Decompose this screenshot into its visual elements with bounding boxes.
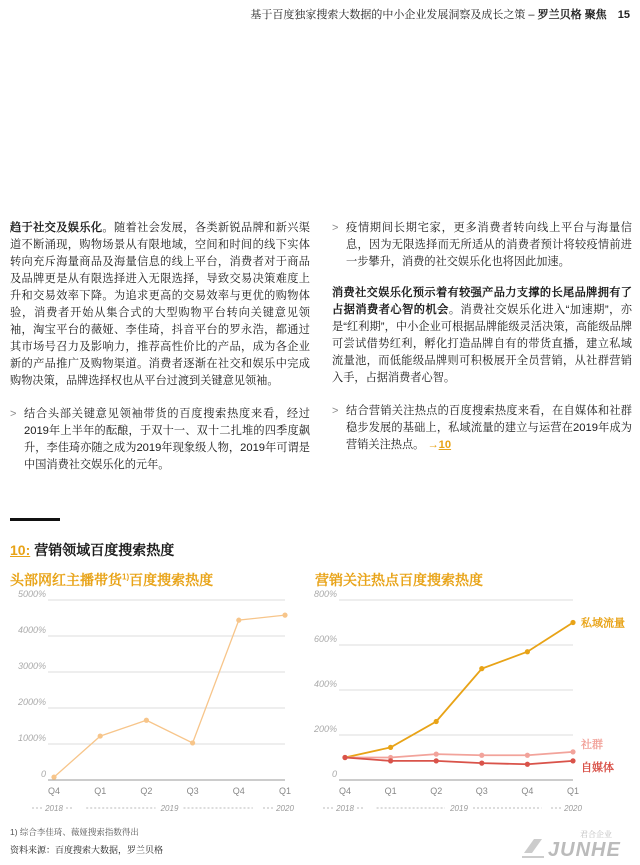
y-tick-label: 5000% bbox=[17, 589, 46, 599]
x-tick-label: Q1 bbox=[566, 786, 580, 796]
x-tick-label: Q1 bbox=[278, 786, 292, 796]
page-number: 15 bbox=[617, 9, 630, 21]
x-tick-label: Q3 bbox=[186, 786, 199, 796]
data-point bbox=[525, 649, 530, 654]
chart-1-title bbox=[10, 570, 213, 590]
figure-title-text: 营销领域百度搜索热度 bbox=[34, 542, 175, 558]
data-point bbox=[98, 733, 103, 738]
x-tick-label: Q1 bbox=[384, 786, 397, 796]
right-paragraph-lead: 消费社交娱乐化预示着有较强产品力支撑的长尾品牌拥有了占据消费者心智的机会 bbox=[332, 287, 632, 316]
data-point bbox=[388, 758, 393, 763]
data-point bbox=[479, 761, 484, 766]
figure-ref-link[interactable]: 10 bbox=[438, 439, 452, 451]
data-point bbox=[236, 618, 241, 623]
logo-mark-icon bbox=[520, 835, 546, 859]
data-point bbox=[525, 762, 530, 767]
chart-2-title: 营销关注热点百度搜索热度 bbox=[315, 572, 483, 588]
series-label: 自媒体 bbox=[581, 761, 614, 774]
watermark-logo bbox=[520, 830, 630, 861]
y-tick-label: 600% bbox=[313, 634, 337, 644]
data-point bbox=[434, 752, 439, 757]
right-bullet-2-body: 结合营销关注热点的百度搜索热度来看，在自媒体和社群稳步发展的基础上，私域流量的建立与运营在2019年成为营销关注热点。 bbox=[346, 405, 632, 451]
y-tick-label: 800% bbox=[313, 589, 337, 599]
y-tick-label: 1000% bbox=[17, 733, 46, 743]
right-bullet-1-text: 疫情期间长期宅家，更多消费者转向线上平台与海量信息，因为无限选择而无所适从的消费者预计将较疫情前进一步攀升，消费的社交娱乐化也将因此加速。 bbox=[346, 222, 632, 268]
y-tick-label: 0 bbox=[40, 769, 46, 779]
chart-1-title-suffix: 百度搜索热度 bbox=[129, 572, 214, 588]
year-label: 2019 bbox=[160, 804, 179, 813]
y-tick-label: 2000% bbox=[17, 697, 46, 707]
x-tick-label: Q4 bbox=[47, 786, 61, 796]
x-tick-label: Q4 bbox=[521, 786, 534, 796]
series-label: 私域流量 bbox=[581, 617, 625, 630]
page-header bbox=[160, 6, 630, 22]
year-label: 2018 bbox=[336, 804, 354, 813]
y-tick-label: 3000% bbox=[17, 661, 46, 671]
right-bullet-2-text bbox=[346, 403, 632, 454]
data-point bbox=[570, 749, 575, 754]
year-label: 2020 bbox=[276, 804, 294, 813]
year-label: 2018 bbox=[45, 804, 63, 813]
data-point bbox=[388, 745, 393, 750]
right-paragraph-body: 。消费社交娱乐化进入“加速期”，亦是“红利期”，中小企业可根据品牌能级灵活决策，高能级品牌可尝试借势红利，孵化打造品牌自有的带货直播，建立私域流量池，而低能级品牌则可积极展开全员营销，从社群营销入手，占据消费者心智。 bbox=[332, 304, 632, 384]
header-title: 基于百度独家搜索大数据的中小企业发展洞察及成长之策 – bbox=[250, 9, 535, 21]
left-column bbox=[10, 220, 310, 474]
logo-small-text: 君合企业 bbox=[580, 830, 612, 839]
section-divider bbox=[10, 518, 60, 521]
chart-2-svg bbox=[315, 590, 630, 815]
data-point bbox=[51, 775, 56, 780]
left-paragraph-body: 。随着社会发展，各类新锐品牌和新兴渠道不断涌现，购物场景从有限地域，空间和时间的线下实体转向充斥海量商品及海量信息的线上平台，消费者对于商品及品牌更是从有限选择进入无限选择，导致交易决策难度上升和交易效率下降。为追求更高的交易效率与更优的购物体验，消费者开始从集合式的大型购物平台转向关键意见领袖，淘宝平台的薇娅、李佳琦，抖音平台的罗永浩，都通过其市场号召力及影响力，推荐高性价比的产品，成为各企业新的产品推广及购物渠道。消费者逐渐在社交和娱乐中完成购物决策，品牌选择权也从平台过渡到关键意见领袖。 bbox=[10, 222, 310, 387]
data-point bbox=[525, 753, 530, 758]
x-tick-label: Q4 bbox=[232, 786, 245, 796]
year-label: 2019 bbox=[450, 804, 468, 813]
right-bullet-2 bbox=[332, 403, 632, 454]
series-label: 社群 bbox=[581, 738, 603, 751]
data-point bbox=[282, 613, 287, 618]
series-line bbox=[345, 752, 573, 758]
left-bullet bbox=[10, 406, 310, 474]
figure-ref-arrow-icon: → bbox=[427, 439, 439, 451]
data-point bbox=[570, 758, 575, 763]
y-tick-label: 4000% bbox=[17, 625, 46, 635]
figure-number: 10: bbox=[10, 542, 31, 558]
chart-1-svg bbox=[10, 590, 305, 815]
data-point bbox=[434, 719, 439, 724]
right-bullet-1 bbox=[332, 220, 632, 271]
data-point bbox=[342, 755, 347, 760]
right-column bbox=[332, 220, 632, 454]
x-tick-label: Q4 bbox=[338, 786, 352, 796]
chart-1-title-main: 头部网红主播带货 bbox=[10, 572, 122, 588]
header-brand: 罗兰贝格 bbox=[537, 9, 582, 21]
y-tick-label: 400% bbox=[313, 679, 337, 689]
data-point bbox=[144, 718, 149, 723]
figure-title bbox=[10, 540, 174, 560]
bullet-arrow-icon: > bbox=[10, 408, 17, 420]
data-point bbox=[190, 740, 195, 745]
x-tick-label: Q2 bbox=[140, 786, 153, 796]
data-point bbox=[434, 758, 439, 763]
bullet-arrow-icon: > bbox=[332, 405, 339, 417]
x-tick-label: Q1 bbox=[94, 786, 107, 796]
chart-1-title-sup: 1) bbox=[122, 572, 130, 582]
series-line bbox=[345, 758, 573, 765]
right-paragraph bbox=[332, 285, 632, 387]
source-note: 资料来源：百度搜索大数据，罗兰贝格 bbox=[10, 845, 164, 855]
data-point bbox=[570, 620, 575, 625]
logo-word: JUNHE bbox=[548, 839, 621, 861]
series-line bbox=[54, 615, 285, 777]
left-paragraph-lead: 趋于社交及娱乐化 bbox=[10, 222, 103, 234]
x-tick-label: Q2 bbox=[430, 786, 443, 796]
left-bullet-text: 结合头部关键意见领袖带货的百度搜索热度来看，经过2019年上半年的酝酿，于双十一、双十二扎堆的四季度飙升，李佳琦亦随之成为2019年现象级人物，2019年可谓是中国消费社交娱乐化的元年。 bbox=[24, 408, 310, 471]
header-section: 聚焦 bbox=[584, 9, 607, 21]
x-tick-label: Q3 bbox=[475, 786, 488, 796]
left-paragraph bbox=[10, 220, 310, 390]
y-tick-label: 0 bbox=[331, 769, 337, 779]
data-point bbox=[479, 666, 484, 671]
footnote: 1) 综合李佳琦、薇娅搜索指数得出 bbox=[10, 827, 139, 837]
y-tick-label: 200% bbox=[313, 724, 337, 734]
data-point bbox=[479, 753, 484, 758]
bullet-arrow-icon: > bbox=[332, 222, 339, 234]
year-label: 2020 bbox=[564, 804, 582, 813]
